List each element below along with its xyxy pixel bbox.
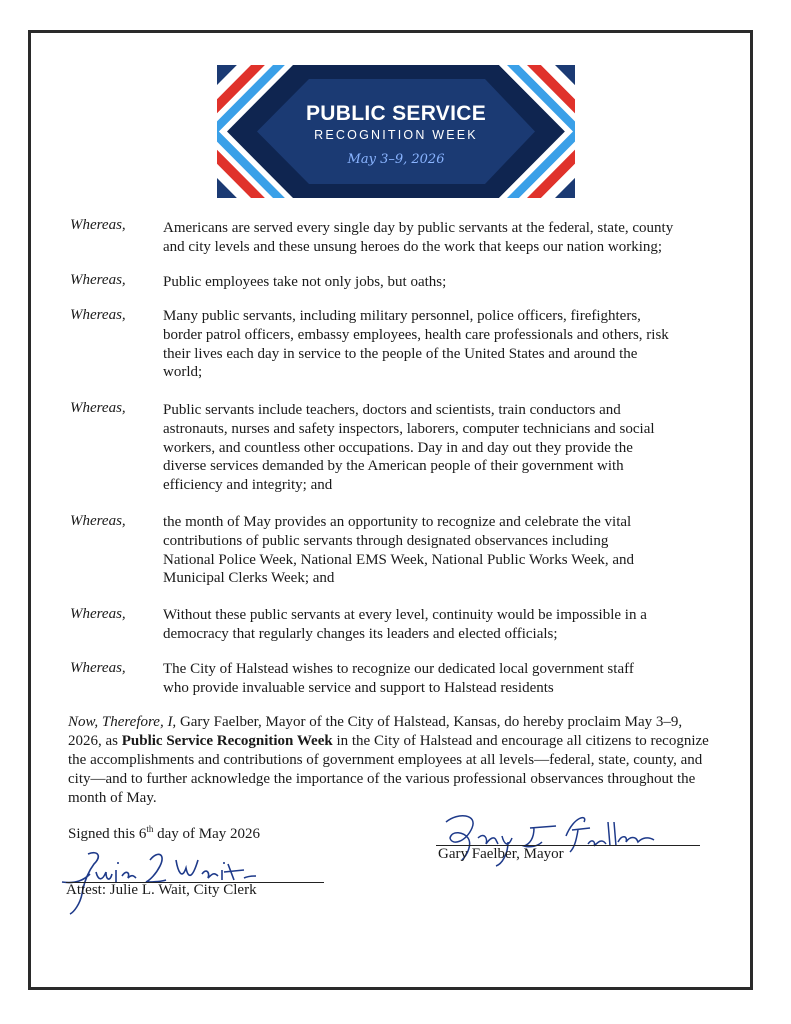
signed-sup: th (146, 824, 154, 834)
clause-label: Whereas, (70, 307, 126, 323)
clause-text (163, 219, 723, 257)
signed-suffix: day of May 2026 (153, 826, 261, 842)
clause-text (163, 307, 723, 382)
clause-line: their lives each day in service to the people of the United States and around the (163, 345, 638, 362)
clerk-name: Attest: Julie L. Wait, City Clerk (66, 882, 257, 898)
clause-line: and city levels and these unsung heroes do the work that keeps our nation working; (163, 238, 663, 255)
clause-line: world; (163, 364, 203, 381)
clause-label: Whereas, (70, 606, 126, 622)
clause-line: Americans are served every single day by public servants at the federal, state, county (163, 220, 674, 236)
clause-line: efficiency and integrity; and (163, 477, 333, 494)
clause-line: Public servants include teachers, doctors and scientists, train conductors and (163, 402, 621, 418)
clause-line: Without these public servants at every level, continuity would be impossible in a (163, 607, 647, 623)
proclamation-bold: Public Service Recognition Week (121, 732, 333, 749)
proclamation-text: in the City of Halstead and encourage all citizens to recognize the accomplishments and contributions of government employees at all levels—federal, state, county, and city—and to further acknowledge the importance of the various professional observances throughout the month of May. (68, 732, 709, 806)
clause-text (163, 273, 723, 292)
clause-line: the month of May provides an opportunity to recognize and celebrate the vital (163, 514, 632, 530)
clause-line: workers, and countless other occupations. Day in and day out they provide the (163, 439, 633, 456)
banner-logo (217, 65, 575, 198)
clause-label: Whereas, (70, 400, 126, 416)
clause-line: democracy that regularly changes its leaders and elected officials; (163, 625, 558, 642)
clause-line: border patrol officers, embassy employees, health care professionals and others, risk (163, 326, 669, 343)
signed-prefix: Signed this 6 (68, 826, 147, 842)
clerk-signature (58, 842, 278, 918)
mayor-name: Gary Faelber, Mayor (438, 846, 564, 862)
clause-label: Whereas, (70, 513, 126, 529)
clause-label: Whereas, (70, 660, 126, 676)
clause-text (163, 401, 723, 495)
clause-label: Whereas, (70, 217, 126, 233)
clause-line: Municipal Clerks Week; and (163, 570, 335, 587)
banner-subtitle: RECOGNITION WEEK (314, 128, 478, 142)
banner-date: May 3–9, 2026 (347, 152, 445, 167)
signed-date (68, 824, 260, 843)
proclamation-text: Gary Faelber, Mayor of the City of Halstead, Kansas, do hereby proclaim May 3–9, 2026, as (68, 714, 683, 749)
proclamation-lead: Now, Therefore, I, (68, 714, 177, 730)
clause-text (163, 513, 723, 588)
clause-line: National Police Week, National EMS Week, National Public Works Week, and (163, 551, 635, 568)
clause-line: The City of Halstead wishes to recognize our dedicated local government staff (163, 661, 634, 677)
clause-line: Public employees take not only jobs, but oaths; (163, 274, 447, 290)
clause-line: diverse services demanded by the American people of their government with (163, 458, 624, 475)
clause-text (163, 660, 723, 698)
clause-text (163, 606, 723, 644)
clause-line: who provide invaluable service and support to Halstead residents (163, 679, 554, 696)
clause-line: contributions of public servants through designated observances including (163, 532, 609, 549)
clause-label: Whereas, (70, 272, 126, 288)
proclamation-paragraph (68, 713, 718, 808)
clause-line: astronauts, nurses and safety inspectors, laborers, computer technicians and social (163, 420, 655, 437)
banner-title: PUBLIC SERVICE (305, 102, 486, 125)
clause-line: Many public servants, including military personnel, police officers, firefighters, (163, 308, 641, 324)
